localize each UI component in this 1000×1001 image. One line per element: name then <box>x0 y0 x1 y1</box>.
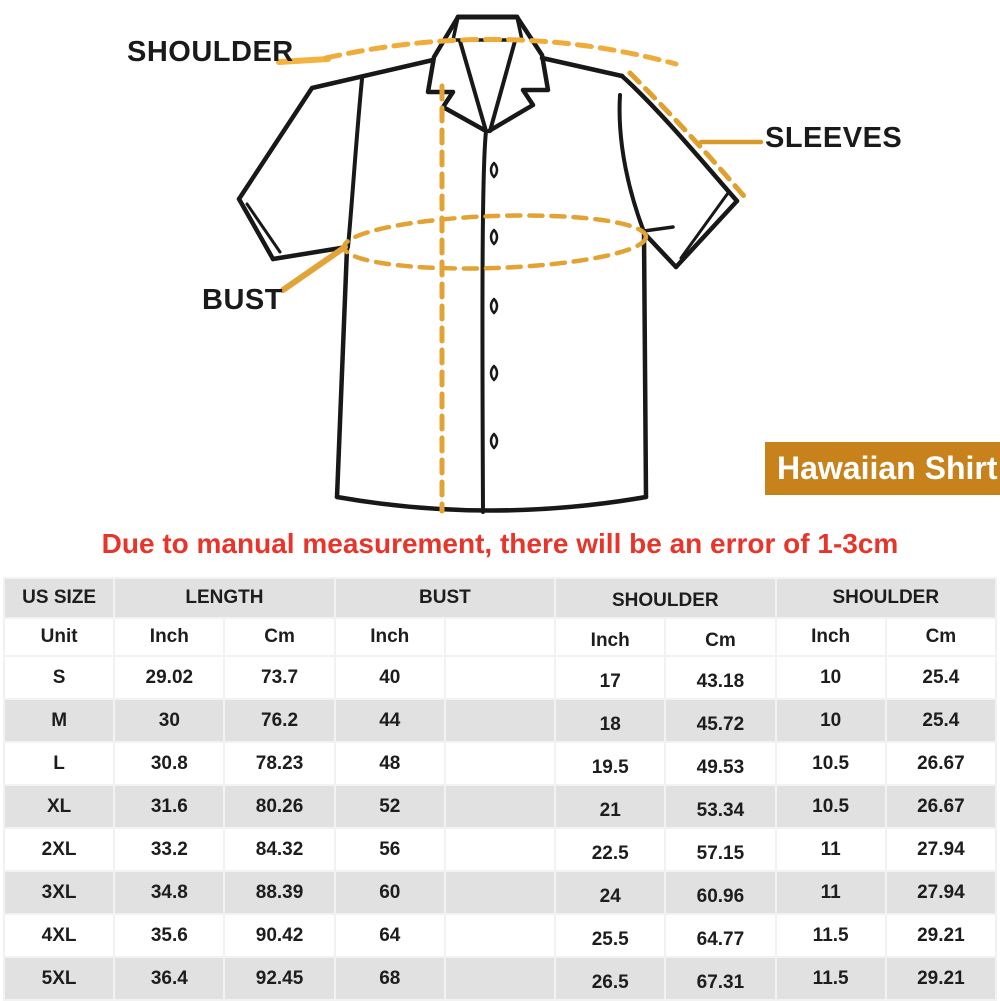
button-holes <box>491 163 497 448</box>
value-cell: 11 <box>777 829 885 870</box>
value-cell <box>446 915 554 956</box>
value-cell: 19.5 <box>556 743 664 784</box>
value-cell: 11.5 <box>777 958 885 999</box>
value-cell: 10.5 <box>777 786 885 827</box>
left-lapel <box>428 17 486 131</box>
column-group-header: US SIZE <box>5 579 113 617</box>
value-cell <box>446 786 554 827</box>
unit-cell: Cm <box>225 619 333 655</box>
right-side-seam <box>644 234 646 497</box>
value-cell: 64 <box>336 915 444 956</box>
value-cell: 10 <box>777 657 885 698</box>
left-cuff <box>239 199 273 259</box>
button-hole <box>491 163 497 177</box>
unit-cell: Inch <box>336 619 444 655</box>
left-sleeve-outer <box>239 60 433 199</box>
right-shoulder-seam <box>542 58 622 76</box>
size-cell: XL <box>5 786 113 827</box>
value-cell: 36.4 <box>115 958 223 999</box>
left-armhole <box>348 79 362 247</box>
value-cell: 11 <box>777 872 885 913</box>
value-cell: 26.67 <box>887 743 995 784</box>
table-row <box>5 915 995 956</box>
value-cell: 29.21 <box>887 915 995 956</box>
value-cell: 22.5 <box>556 829 664 870</box>
value-cell: 68 <box>336 958 444 999</box>
shirt-outline <box>239 17 737 512</box>
value-cell: 43.18 <box>666 657 774 698</box>
measurement-disclaimer: Due to manual measurement, there will be an error of 1-3cm <box>101 528 899 559</box>
product-name-badge: Hawaiian Shirt <box>765 442 1000 495</box>
value-cell: 92.45 <box>225 958 333 999</box>
size-chart-table <box>3 577 997 1001</box>
value-cell: 30 <box>115 700 223 741</box>
unit-cell: Cm <box>666 619 774 655</box>
size-cell: 4XL <box>5 915 113 956</box>
placket <box>482 131 486 512</box>
right-cuff <box>676 201 737 267</box>
value-cell: 76.2 <box>225 700 333 741</box>
value-cell: 52 <box>336 786 444 827</box>
value-cell: 88.39 <box>225 872 333 913</box>
bust-label: BUST <box>202 284 283 316</box>
table-row <box>5 872 995 913</box>
value-cell: 60 <box>336 872 444 913</box>
value-cell: 31.6 <box>115 786 223 827</box>
table-row <box>5 786 995 827</box>
value-cell: 25.4 <box>887 657 995 698</box>
size-cell: S <box>5 657 113 698</box>
value-cell: 27.94 <box>887 872 995 913</box>
value-cell <box>446 872 554 913</box>
hem <box>337 497 646 511</box>
right-armhole <box>620 95 644 232</box>
right-cuff-band <box>681 193 728 258</box>
sleeve-measure-dash <box>630 73 749 202</box>
value-cell: 90.42 <box>225 915 333 956</box>
size-cell: 5XL <box>5 958 113 999</box>
value-cell: 17 <box>556 657 664 698</box>
column-group-header: LENGTH <box>115 579 333 617</box>
value-cell <box>446 829 554 870</box>
value-cell: 10.5 <box>777 743 885 784</box>
value-cell: 35.6 <box>115 915 223 956</box>
table-row <box>5 743 995 784</box>
value-cell: 73.7 <box>225 657 333 698</box>
value-cell: 53.34 <box>666 786 774 827</box>
value-cell: 67.31 <box>666 958 774 999</box>
table-row <box>5 829 995 870</box>
size-cell: 3XL <box>5 872 113 913</box>
value-cell: 78.23 <box>225 743 333 784</box>
left-side-seam <box>337 248 347 497</box>
table-row <box>5 657 995 698</box>
value-cell: 11.5 <box>777 915 885 956</box>
value-cell: 57.15 <box>666 829 774 870</box>
value-cell: 30.8 <box>115 743 223 784</box>
value-cell: 40 <box>336 657 444 698</box>
value-cell: 48 <box>336 743 444 784</box>
right-sleeve-outer <box>622 76 737 201</box>
value-cell: 24 <box>556 872 664 913</box>
value-cell: 29.21 <box>887 958 995 999</box>
value-cell: 56 <box>336 829 444 870</box>
value-cell: 84.32 <box>225 829 333 870</box>
button-hole <box>491 434 497 448</box>
unit-cell: Unit <box>5 619 113 655</box>
value-cell <box>446 743 554 784</box>
right-underarm <box>644 233 676 267</box>
sleeves-label: SLEEVES <box>765 122 903 154</box>
value-cell: 80.26 <box>225 786 333 827</box>
value-cell: 60.96 <box>666 872 774 913</box>
size-cell: L <box>5 743 113 784</box>
column-group-header: SHOULDER <box>556 579 774 617</box>
unit-row <box>5 619 995 655</box>
collar-band-sides <box>453 17 522 40</box>
group-header-row <box>5 579 995 617</box>
value-cell: 34.8 <box>115 872 223 913</box>
right-armpit-fold <box>644 227 673 231</box>
value-cell: 26.67 <box>887 786 995 827</box>
unit-cell: Inch <box>115 619 223 655</box>
value-cell: 27.94 <box>887 829 995 870</box>
value-cell <box>446 958 554 999</box>
value-cell: 25.5 <box>556 915 664 956</box>
unit-cell: Cm <box>887 619 995 655</box>
value-cell: 49.53 <box>666 743 774 784</box>
value-cell: 21 <box>556 786 664 827</box>
value-cell <box>446 700 554 741</box>
value-cell: 29.02 <box>115 657 223 698</box>
shoulder-label: SHOULDER <box>127 36 294 68</box>
button-hole <box>491 299 497 313</box>
unit-cell: Inch <box>777 619 885 655</box>
value-cell: 45.72 <box>666 700 774 741</box>
value-cell: 10 <box>777 700 885 741</box>
table-head <box>5 579 995 655</box>
column-group-header: BUST <box>336 579 554 617</box>
value-cell: 44 <box>336 700 444 741</box>
unit-cell: Inch <box>556 619 664 655</box>
value-cell: 25.4 <box>887 700 995 741</box>
table-row <box>5 958 995 999</box>
column-group-header: SHOULDER <box>777 579 995 617</box>
size-cell: M <box>5 700 113 741</box>
value-cell <box>446 657 554 698</box>
table-body <box>5 657 995 999</box>
button-hole <box>491 230 497 244</box>
collar-fold-lines <box>460 41 515 131</box>
value-cell: 33.2 <box>115 829 223 870</box>
shoulder-measure-dash <box>326 39 676 64</box>
value-cell: 64.77 <box>666 915 774 956</box>
right-lapel <box>489 17 548 131</box>
button-hole <box>491 366 497 380</box>
table-row <box>5 700 995 741</box>
size-cell: 2XL <box>5 829 113 870</box>
unit-cell <box>446 619 554 655</box>
value-cell: 26.5 <box>556 958 664 999</box>
value-cell: 18 <box>556 700 664 741</box>
